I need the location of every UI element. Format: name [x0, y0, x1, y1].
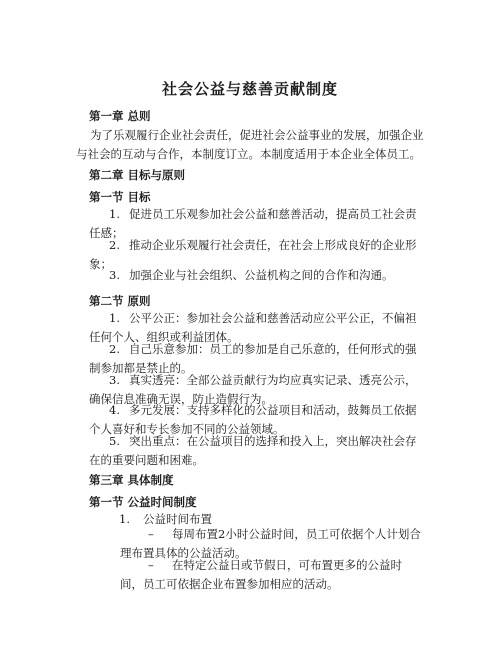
chapter-3-heading: 第三章 具体制度	[89, 473, 174, 487]
goal-item-2-number: 2.	[109, 238, 120, 252]
chapter-1-paragraph: 为了乐观履行企业社会责任，促进社会公益事业的发展，加强企业与社会的互动与合作，本制度订立。本制度适用于本企业全体员工。	[76, 128, 424, 161]
charity-time-detail-1-text: 每周布置2小时公益时间，员工可依据个人计划合理布置具体的公益活动。	[120, 527, 421, 560]
principle-item-2-number: 2.	[109, 342, 120, 356]
principle-item-2-text: 自己乐意参加：员工的参加是自己乐意的，任何形式的强制参加都是禁止的。	[89, 342, 417, 375]
principle-item-4-number: 4.	[109, 403, 120, 417]
dash-marker: –	[148, 558, 154, 572]
goal-item-3	[89, 266, 421, 285]
charity-time-item-1-text: 公益时间布置	[143, 512, 212, 526]
dash-marker: –	[148, 527, 154, 541]
principle-item-1-number: 1.	[109, 311, 120, 325]
section-goals-heading: 第一节 目标	[89, 190, 151, 204]
principle-item-3-number: 3.	[109, 373, 120, 387]
goal-item-3-number: 3.	[109, 268, 120, 282]
principle-item-4-text: 多元发展：支持多样化的公益项目和活动，鼓舞员工依据个人喜好和专长参加不同的公益领域。	[89, 403, 417, 436]
goal-item-3-text: 加强企业与社会组织、公益机构之间的合作和沟通。	[129, 268, 394, 282]
charity-time-detail-2	[120, 556, 424, 594]
principle-item-1-text: 公平公正：参加社会公益和慈善活动应公平公正，不偏袒任何个人、组织或利益团体。	[89, 311, 417, 344]
goal-item-2-text: 推动企业乐观履行社会责任，在社会上形成良好的企业形象；	[89, 238, 417, 271]
document-title: 社会公益与慈善贡献制度	[161, 80, 338, 98]
principle-item-3-text: 真实透亮：全部公益贡献行为均应真实记录、透亮公示，确保信息准确无误，防止造假行为。	[89, 373, 417, 406]
section-charity-time-heading: 第一节 公益时间制度	[89, 495, 197, 509]
goal-item-1-text: 促进员工乐观参加社会公益和慈善活动，提高员工社会责任感；	[89, 207, 417, 240]
charity-time-item-1-number: 1.	[119, 512, 130, 526]
principle-item-5-number: 5.	[109, 434, 120, 448]
principle-item-5	[89, 432, 421, 470]
goal-item-1-number: 1.	[109, 207, 120, 221]
chapter-1-heading: 第一章 总则	[89, 109, 151, 123]
principle-item-5-text: 突出重点：在公益项目的选择和投入上，突出解决社会存在的重要问题和困难。	[89, 434, 417, 467]
charity-time-detail-2-text: 在特定公益日或节假日，可布置更多的公益时间，员工可依据企业布置参加相应的活动。	[120, 558, 402, 591]
chapter-2-heading: 第二章 目标与原则	[89, 168, 186, 182]
section-principles-heading: 第二节 原则	[89, 294, 151, 308]
